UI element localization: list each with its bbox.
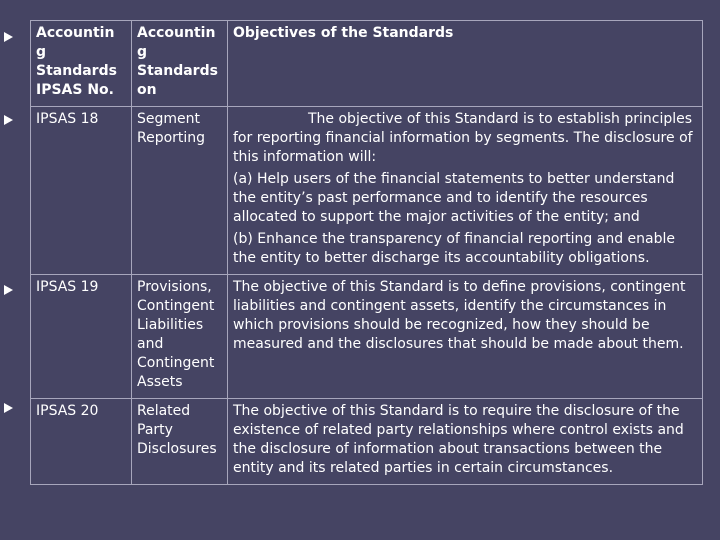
bullet-arrow-icon [4, 115, 13, 125]
ipsas-table [30, 20, 703, 485]
objective-cell [228, 399, 703, 485]
standard-number-cell: IPSAS 19 [31, 275, 132, 399]
bullet-arrow-icon [4, 403, 13, 413]
standard-name-cell: Related Party Disclosures [132, 399, 228, 485]
objective-paragraph: The objective of this Standard is to define provisions, contingent liabilities and contingent assets, identify the circumstances in which provisions should be recognized, how they should be measured and the disclosures that should be made about them. [233, 279, 686, 352]
standard-number-cell: IPSAS 20 [31, 399, 132, 485]
objective-paragraph: The objective of this Standard is to require the disclosure of the existence of related party relationships where control exists and the disclosure of information about transactions between the entity and its related parties in certain circumstances. [233, 403, 684, 476]
table-row [31, 107, 703, 275]
objective-cell [228, 275, 703, 399]
objective-paragraph: (a) Help users of the financial statements to better understand the entity’s past performance and to identify the resources allocated to support the major activities of the entity; and [233, 171, 675, 225]
header-row [31, 21, 703, 107]
objective-paragraph: (b) Enhance the transparency of financial reporting and enable the entity to better discharge its accountability obligations. [233, 231, 676, 266]
bullet-arrow-icon [4, 32, 13, 42]
standard-name-cell: Provisions, Contingent Liabilities and Contingent Assets [132, 275, 228, 399]
table-row [31, 275, 703, 399]
header-standard-number: Accountin g Standards IPSAS No. [31, 21, 132, 107]
objective-cell [228, 107, 703, 275]
table-row [31, 399, 703, 485]
objective-paragraph: The objective of this Standard is to establish principles for reporting financial information by segments. The disclosure of this information will: [233, 111, 693, 165]
header-objectives: Objectives of the Standards [228, 21, 703, 107]
standard-name-cell: Segment Reporting [132, 107, 228, 275]
bullet-arrow-icon [4, 285, 13, 295]
standard-number-cell: IPSAS 18 [31, 107, 132, 275]
header-standard-name: Accountin g Standards on [132, 21, 228, 107]
